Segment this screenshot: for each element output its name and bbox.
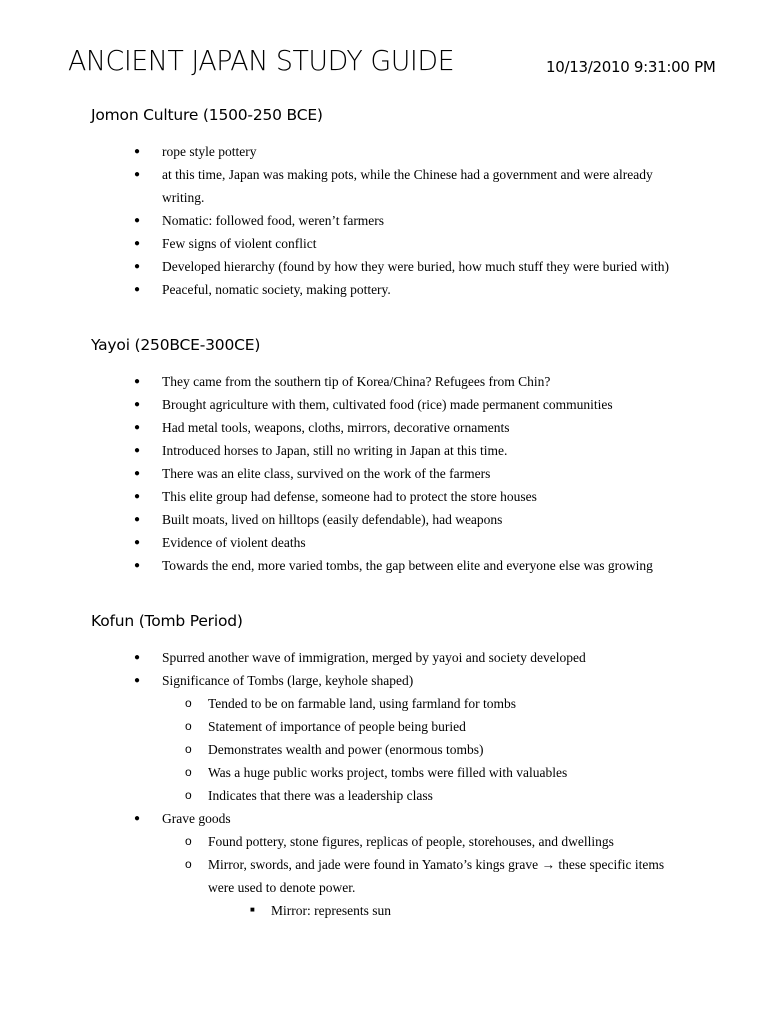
title-row [68, 44, 470, 77]
sub-list-item-text: Mirror, swords, and jade were found in Yamato’s kings grave → these specific items were used to denote power. [208, 857, 665, 895]
sub-list-item [162, 853, 678, 922]
list-item: ● Evidence of violent deaths [0, 531, 682, 554]
list-item-text: Significance of Tombs (large, keyhole shaped) [162, 673, 414, 688]
subsub-list-item: ■ Mirror: represents sun [208, 899, 671, 922]
yayoi-list [0, 370, 784, 577]
list-item: ● Introduced horses to Japan, still no writing in Japan at this time. [0, 439, 682, 462]
kofun-list [0, 646, 784, 922]
list-item: ● Built moats, lived on hilltops (easily defendable), had weapons [0, 508, 682, 531]
tombs-sublist [162, 692, 682, 807]
list-item: ● rope style pottery [0, 140, 682, 163]
list-item [0, 807, 682, 922]
list-item: ● at this time, Japan was making pots, while the Chinese had a government and were already writing. [0, 163, 682, 209]
timestamp: 10/13/2010 9:31:00 PM [546, 58, 716, 76]
grave-goods-subsublist [208, 899, 678, 922]
section-heading-yayoi: Yayoi (250BCE-300CE) [91, 336, 261, 354]
list-item: ● Peaceful, nomatic society, making pottery. [0, 278, 682, 301]
jomon-list [0, 140, 784, 301]
sub-list-item: o Tended to be on farmable land, using farmland for tombs [162, 692, 708, 715]
sub-list-item: o Indicates that there was a leadership class [162, 784, 708, 807]
sub-list-item: o Statement of importance of people being buried [162, 715, 708, 738]
grave-goods-sublist [162, 830, 682, 922]
section-heading-jomon: Jomon Culture (1500-250 BCE) [91, 106, 323, 124]
list-item [0, 669, 682, 807]
list-item: ● Few signs of violent conflict [0, 232, 682, 255]
page-title: ANCIENT JAPAN STUDY GUIDE [68, 44, 455, 77]
list-item: ● Nomatic: followed food, weren’t farmers [0, 209, 682, 232]
list-item-text: Grave goods [162, 811, 231, 826]
list-item: ● Towards the end, more varied tombs, the gap between elite and everyone else was growing [0, 554, 702, 577]
list-item: ● Brought agriculture with them, cultivated food (rice) made permanent communities [0, 393, 682, 416]
sub-list-item: o Found pottery, stone figures, replicas of people, storehouses, and dwellings [162, 830, 708, 853]
list-item: ● There was an elite class, survived on the work of the farmers [0, 462, 682, 485]
sub-list-item: o Demonstrates wealth and power (enormous tombs) [162, 738, 708, 761]
list-item: ● Spurred another wave of immigration, merged by yayoi and society developed [0, 646, 682, 669]
list-item: ● Had metal tools, weapons, cloths, mirrors, decorative ornaments [0, 416, 682, 439]
list-item: ● They came from the southern tip of Korea/China? Refugees from Chin? [0, 370, 682, 393]
list-item: ● This elite group had defense, someone had to protect the store houses [0, 485, 682, 508]
sub-list-item: o Was a huge public works project, tombs were filled with valuables [162, 761, 708, 784]
list-item: ● Developed hierarchy (found by how they were buried, how much stuff they were buried with) [0, 255, 702, 278]
section-heading-kofun: Kofun (Tomb Period) [91, 612, 243, 630]
